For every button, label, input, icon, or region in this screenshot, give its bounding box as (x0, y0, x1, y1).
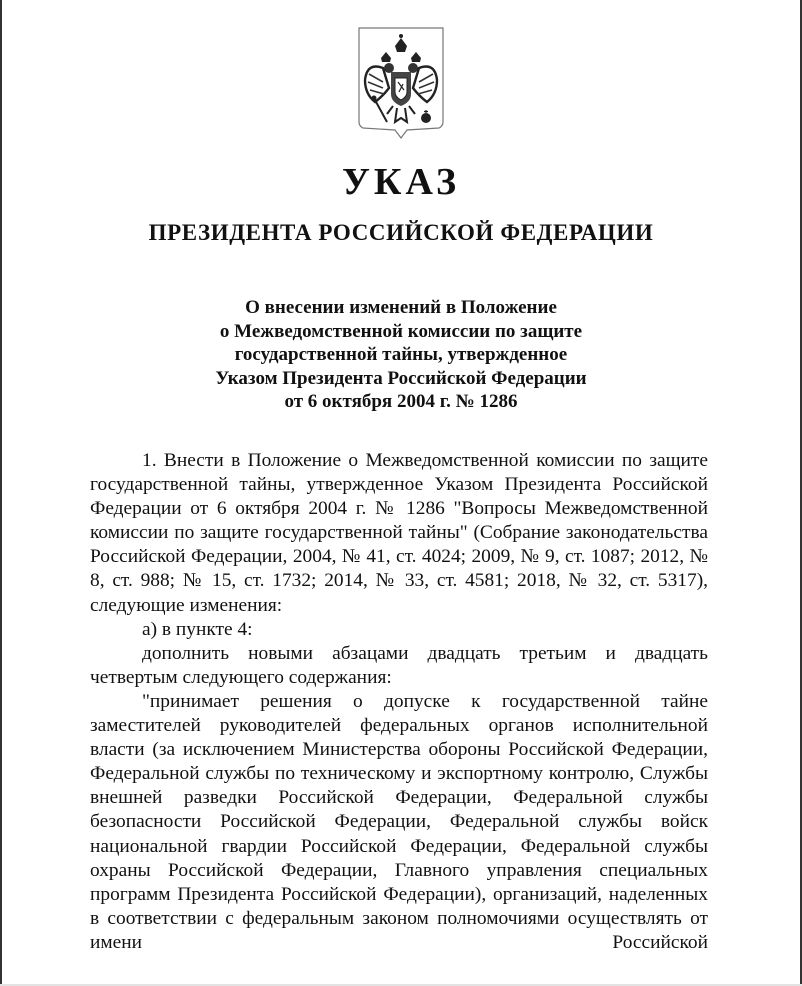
document-body (90, 449, 708, 955)
paragraph-1: 1. Внести в Положение о Межведомственной комиссии по защите государственной тайны, утвержденное Указом Президента Российской Федерации от 6 октября 2004 г. № 1286 "Вопросы Межведомственной комиссии по защите государственной тайны" (Собрание законодательства Российской Федерации, 2004, № 41, ст. 4024; 2009, № 9, ст. 1087; 2012, № 8, ст. 988; № 15, ст. 1732; 2014, № 33, ст. 4581; 2018, № 32, ст. 5317), следующие изменения: (90, 450, 708, 616)
document-subtitle: ПРЕЗИДЕНТА РОССИЙСКОЙ ФЕДЕРАЦИИ (148, 220, 654, 245)
paragraph-subitem-a: а) в пункте 4: (142, 618, 253, 640)
document-title: УКАЗ (342, 161, 460, 203)
paragraph-amendment-intro: дополнить новыми абзацами двадцать третьим и двадцать четвертым следующего содержания: (90, 642, 708, 688)
heading-line: Указом Президента Российской Федерации (215, 367, 587, 389)
heading-line: государственной тайны, утвержденное (234, 344, 568, 365)
heading-line: от 6 октября 2004 г. № 1286 (284, 391, 518, 412)
document-heading (0, 296, 802, 414)
heading-line: О внесении изменений в Положение (245, 297, 557, 318)
paragraph-quoted-text: "принимает решения о допуске к государственной тайне заместителей руководителей федеральных органов исполнительной власти (за исключением Министерства обороны Российской Федерации, Федеральной службы по техническому и экспортному контролю, Службы внешней разведки Российской Федерации, Федеральной службы безопасности Российской Федерации, Федеральной службы войск национальной гвардии Российской Федерации, Федеральной службы охраны Российской Федерации, Главного управления специальных программ Президента Российской Федерации), организаций, наделенных в соответствии с федеральным законом полномочиями осуществлять от имени Российской (90, 690, 708, 953)
coat-of-arms-icon (353, 22, 449, 140)
page-border-left (0, 0, 2, 984)
heading-line: о Межведомственной комиссии по защите (219, 320, 583, 342)
